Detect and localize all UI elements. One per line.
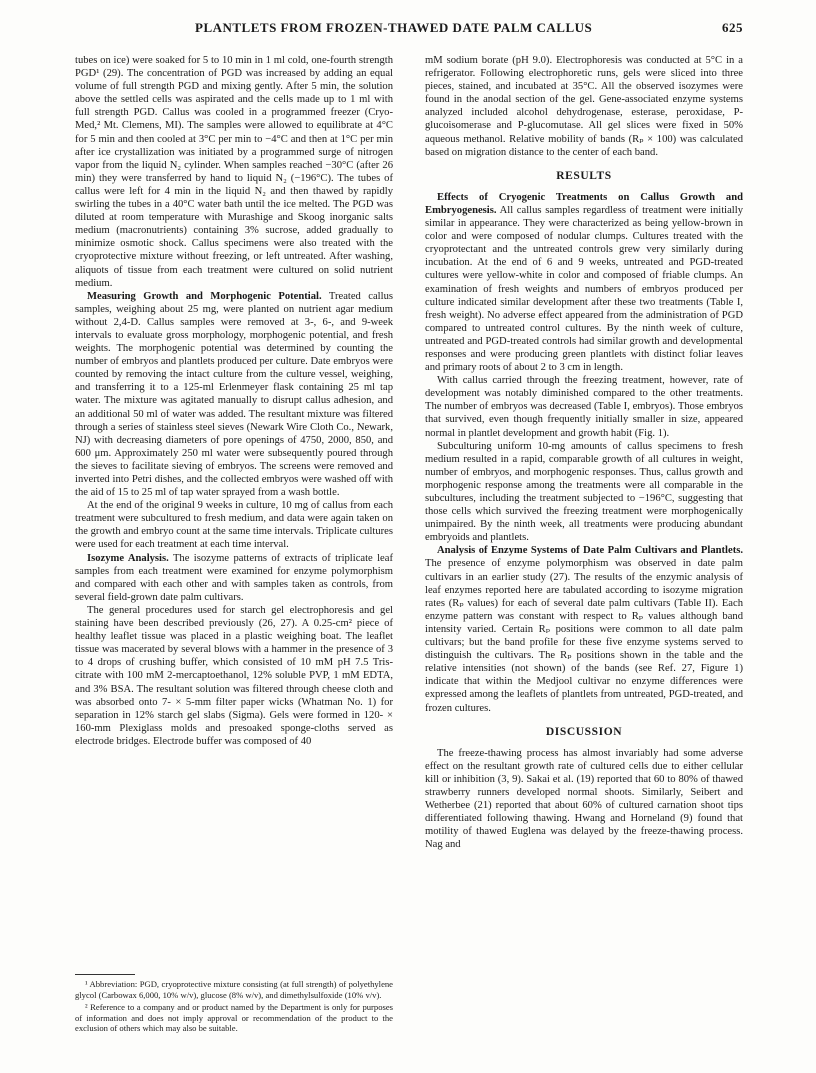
results-heading: RESULTS xyxy=(556,169,612,182)
footnote-rule xyxy=(75,974,135,975)
discussion-heading: DISCUSSION xyxy=(545,725,623,738)
runin-enzyme-analysis: Analysis of Enzyme Systems of Date Palm Cultivars and Plantlets. xyxy=(437,545,743,557)
paragraph-enzyme-analysis xyxy=(425,544,743,714)
paragraph-subculturing-results: Subculturing uniform 10-mg amounts of callus specimens to fresh medium resulted in a rapid, comparable growth of all cultures in weight, number of embryos, and morphogenic responses. Thus, callus growth and morphogenic response among the treatments were all comparable in the subcultures, including the treatment subjected to −196°C, suggesting that those cells which survived the freezing treatment were morphogenically unimpaired. By the ninth week, all treatments were producing abundant embryoids and plantlets. xyxy=(425,440,743,544)
page-number: 625 xyxy=(722,20,743,35)
paragraph-freezing-results: With callus carried through the freezing treatment, however, rate of development was notably diminished compared to the other treatments. The number of embryos was decreased (Table I, embryos). Those embryos that survived, even though frequently initially smaller in size, appeared normal in plantlet development and growth habit (Fig. 1). xyxy=(425,375,743,439)
running-header xyxy=(75,20,743,40)
paragraph-discussion: The freeze-thawing process has almost invariably had some adverse effect on the resultant growth rate of cultured cells due to either cellular kill or inhibition (3, 9). Sakai et al. (19) reported that 60 to 80% of thawed strawberry runners developed normal shoots. Similarly, Seibert and Wetherbee (21) reported that about 60% of cultured carnation shoot tips differentiated following thawing. Hwang and Horneland (9) found that motility of thawed Euglena was delayed by the freeze-thawing process. Nag and xyxy=(425,747,743,851)
runin-isozyme-analysis: Isozyme Analysis. xyxy=(87,552,169,564)
footnote-1: ¹ Abbreviation: PGD, cryoprotective mixture consisting (at full strength) of polyethylene glycol (Carbowax 6,000, 10% w/v), glucose (8% w/v), and dimethylsulfoxide (10% v/v). xyxy=(75,979,393,1000)
paragraph-electrophoresis: The general procedures used for starch gel electrophoresis and gel staining have been described previously (26, 27). A 0.25-cm² piece of healthy leaflet tissue was placed in a plastic weighing boat. The leaflet tissue was macerated by several blows with a hammer in the presence of 3 to 4 drops of crushing buffer, which consisted of 10 mM pH 7.5 Tris-citrate with 100 mM 2-mercaptoethanol, 12% soluble PVP, 1 mM EDTA, and 3% BSA. The resultant solution was filtered through cheese cloth and was absorbed onto 7- × 5-mm filter paper wicks (Whatman No. 1) for separation in 12% starch gel slabs (Sigma). Gels were formed in 120- × 160-mm Plexiglass molds and presoaked sponge-cloths served as electrode bridges. Electrode buffer was composed of 40 xyxy=(75,604,393,747)
paragraph-freezing-procedure: tubes on ice) were soaked for 5 to 10 min in 1 ml cold, one-fourth strength PGD¹ (29). The concentration of PGD was increased by adding an equal volume of full strength PGD and mixing gently. After 5 min, the solution above the settled cells was aspirated and the cells made up to 1 ml with full strength PGD. Callus was cooled in a programmed freezer (Cryo-Med,² Mt. Clemens, MI). The samples were allowed to equilibrate at 4°C for 5 min and then cooled at 3°C per min to −4°C and then at 1°C per min after ice crystallization was initiated by a programmed surge of nitrogen vapor from the liquid N₂ cylinder. When samples reached −30°C (after 26 min) they were transferred by hand to liquid N₂ (−196°C). The tubes of callus were left for 4 min in the liquid N₂ and then thawed by rapidly swirling the tubes in a 40°C water bath until the ice melted. The PGD was diluted at room temperature with Murashige and Skoog inorganic salts medium (macronutrients) containing 3% sucrose, added gradually to minimize osmotic shock. Callus specimens were also treated with the cryoprotective mixture without freezing, or left untreated. After washing, aliquots of tissue from each treatment were cultured on solid nutrient medium. xyxy=(75,55,393,289)
paragraph-isozyme-analysis xyxy=(75,552,393,604)
footnotes xyxy=(75,974,393,1036)
paragraph-cryogenic-effects xyxy=(425,191,743,374)
runin-measuring-growth: Measuring Growth and Morphogenic Potential. xyxy=(87,290,322,302)
footnote-2: ² Reference to a company and or product named by the Department is only for purposes of information and does not imply approval or recommendation of the product to the exclusion of others which may also be suitable. xyxy=(75,1002,393,1034)
paragraph-electrophoresis-cont: mM sodium borate (pH 9.0). Electrophoresis was conducted at 5°C in a refrigerator. Following electrophoretic runs, gels were sliced into three pieces, stained, and incubated at 35°C. All the observed isozymes were found in the anodal section of the gel. Gene-associated enzyme systems analyzed included alcohol dehydrogenase, esterase, peroxidase, P-glucoisomerase and P-glucomutase. All gel slices were fixed in 50% aqueous methanol. Relative mobility of bands (Rₚ × 100) was calculated based on migration distance to the center of each band. xyxy=(425,55,743,158)
left-column xyxy=(75,54,393,748)
running-title: PLANTLETS FROM FROZEN-THAWED DATE PALM CALLUS xyxy=(195,20,593,35)
text-enzyme-analysis: The presence of enzyme polymorphism was observed in date palm cultivars in an earlier study (27). The results of the enzymic analysis of leaf enzymes reported here are tabulated according to isozyme migration rates (Rₚ values) for each of several date palm cultivars (Table II). Each enzyme pattern was constant with respect to Rₚ values although band intensity varied. Certain Rₚ positions were common to all date palm cultivars; but the band profile for these five enzyme systems served to distinguish the cultivars. The Rₚ positions shown in the table and the relative intensities (not shown) of the bands (see Ref. 27, Figure 1) indicate that within the Medjool cultivar no enzyme differences were expressed among the leaflets of plantlets from untreated, PGD-treated, and frozen cultures. xyxy=(425,558,743,714)
paragraph-subculture: At the end of the original 9 weeks in culture, 10 mg of callus from each treatment were subcultured to fresh medium, and data were again taken on the growth and embryo count at the same time intervals. Triplicate cultures were used for each treatment at each time interval. xyxy=(75,500,393,551)
text-isozyme-analysis: The isozyme patterns of extracts of triplicate leaf samples from each treatment were examined for enzyme polymorphism and compared with each other and with samples taken as controls, from several field-grown date palm cultivars. xyxy=(75,552,393,603)
paragraph-measuring-growth xyxy=(75,290,393,500)
text-cryogenic-effects: All callus samples regardless of treatment were initially similar in appearance. They were characterized as being yellow-brown in color and were composed of nodular clumps. Cultures treated with the cryoprotectant and the untreated controls grew very similarly during incubation. At the end of 6 and 9 weeks, untreated and PGD-treated cultures were yellow-white in color and composed of friable clumps. An examination of fresh weights and numbers of embryos produced per culture indicated similar development after these two treatments (Table I, fresh weight). No adverse effect appeared from the administration of PGD compared to untreated control cultures. By the ninth week of culture, untreated and PGD-treated controls had similar growth and developmental responses and were producing green plantlets with distinct foliar leaves and primary roots of about 2 to 3 cm in length. xyxy=(425,204,743,374)
runin-cryogenic-effects: Effects of Cryogenic Treatments on Callus Growth and Embryogenesis. xyxy=(425,191,743,216)
text-measuring-growth: Treated callus samples, weighing about 25 mg, were planted on nutrient agar medium without 2,4-D. Callus samples were removed at 3-, 6-, and 9-week intervals to evaluate gross morphology, morphogenic potential, and fresh weights. The morphogenic potential was determined by counting the number of embryos and plantlets produced per culture. Date embryos were counted by removing the intact culture from the culture vessel, weighing, and transferring it to a 125-ml Erlenmeyer flask containing 25 ml tap water. The mixture was agitated manually to disrupt callus adhesion, and an additional 50 ml of water was added. The resultant mixture was filtered through a series of stainless steel sieves (Newark Wire Cloth Co., Newark, NJ) with decreasing diameters of pore openings of 4750, 2000, 850, and 600 μm. Approximately 250 ml water were subsequently poured through the sieves to facilitate sieving of embryos. The screens were removed and inverted into Petri dishes, and the collected embryos were washed off with the aid of 15 to 25 ml of tap water sprayed from a wash bottle. xyxy=(75,290,393,499)
right-column xyxy=(425,54,743,851)
